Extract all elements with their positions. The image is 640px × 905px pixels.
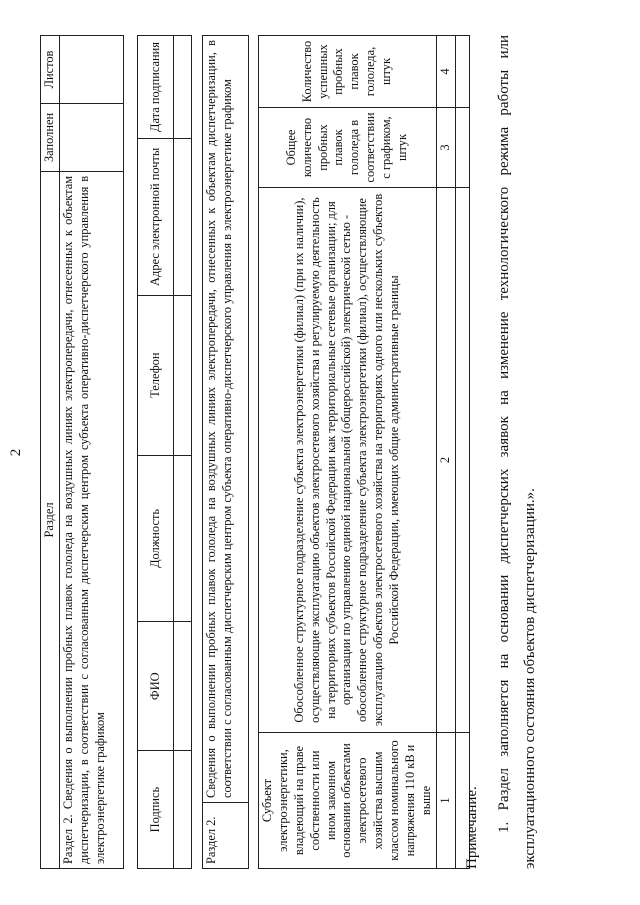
- header-sign-date: Дата подписания: [138, 36, 174, 139]
- signature-table: [137, 35, 192, 869]
- section-2-description: Раздел 2. Сведения о выполнении пробных плавок гололеда на воздушных линиях электропередачи, отнесенных к объектам диспетчеризации, в соответствии с согласованным диспетчерским центром субъекта оперативно-диспетчерского управления в электроэнергетике графиком: [59, 171, 123, 868]
- header-zapolnen: Заполнен: [41, 103, 60, 171]
- header-subject: Субъект электроэнергетики, владеющий на праве собственности или ином законном основании объектами электросетевого хозяйства высшим классом номинального напряжения 110 кВ и выше: [259, 733, 437, 869]
- header-email: Адрес электронной почты: [138, 138, 174, 295]
- section-title-text: Сведения о выполнении пробных плавок гололеда на воздушных линиях электропередачи, отнесенных к объектам диспетчеризации, в соответствии с согласованным диспетчерским центром субъекта оперативно-диспетчерского управления в электроэнергетике графиком: [203, 36, 249, 803]
- header-subdivision: Обособленное структурное подразделение субъекта электроэнергетики (филиал) (при их наличии), осуществляющие эксплуатацию объектов электросетевого хозяйства и регулируемую деятельность на территориях субъектов Российской Федерации как территориальные сетевые организации; для организации по управлению единой национальной (общероссийской) электрической сетью - обособленное структурное подразделение субъекта электроэнергетики (филиал), осуществляющие эксплуатацию объектов электросетевого хозяйства на территориях одного или нескольких субъектов Российской Федерации, имеющих общие административные границы: [259, 188, 437, 733]
- cell-email-empty: [174, 138, 192, 295]
- header-listov: Листов: [41, 36, 60, 104]
- header-phone: Телефон: [138, 295, 174, 455]
- section-label: Раздел 2.: [203, 803, 249, 869]
- ice-melting-data-table: [258, 35, 470, 869]
- cell-position-empty: [174, 455, 192, 622]
- column-number-2: 2: [436, 188, 455, 733]
- header-fio: ФИО: [138, 622, 174, 751]
- data-cell-empty: [455, 188, 469, 733]
- section-title-table: [202, 35, 249, 869]
- header-razdel: Раздел: [41, 171, 60, 868]
- cell-listov-empty: [59, 36, 123, 104]
- column-number-3: 3: [436, 108, 455, 188]
- section-summary-table: [40, 35, 124, 869]
- page-number: 2: [8, 448, 24, 457]
- header-signature: Подпись: [138, 751, 174, 869]
- header-total-count: Общее количество пробных плавок гололеда в соответствии с графиком, штук: [259, 108, 437, 188]
- note-item-1: 1. Раздел заполняется на основании диспетчерских заявок на изменение технологического режима работы или эксплуатационного состояния объектов диспетчеризации.».: [496, 35, 538, 869]
- header-position: Должность: [138, 455, 174, 622]
- cell-fio-empty: [174, 622, 192, 751]
- column-number-4: 4: [436, 36, 455, 108]
- cell-zapolnen-empty: [59, 103, 123, 171]
- data-cell-empty: [455, 108, 469, 188]
- data-cell-empty: [455, 36, 469, 108]
- cell-date-empty: [174, 36, 192, 139]
- cell-signature-empty: [174, 751, 192, 869]
- cell-phone-empty: [174, 295, 192, 455]
- note-title: Примечание.: [464, 786, 480, 869]
- column-number-1: 1: [436, 733, 455, 869]
- header-successful-count: Количество успешных пробных плавок гололеда, штук: [259, 36, 437, 108]
